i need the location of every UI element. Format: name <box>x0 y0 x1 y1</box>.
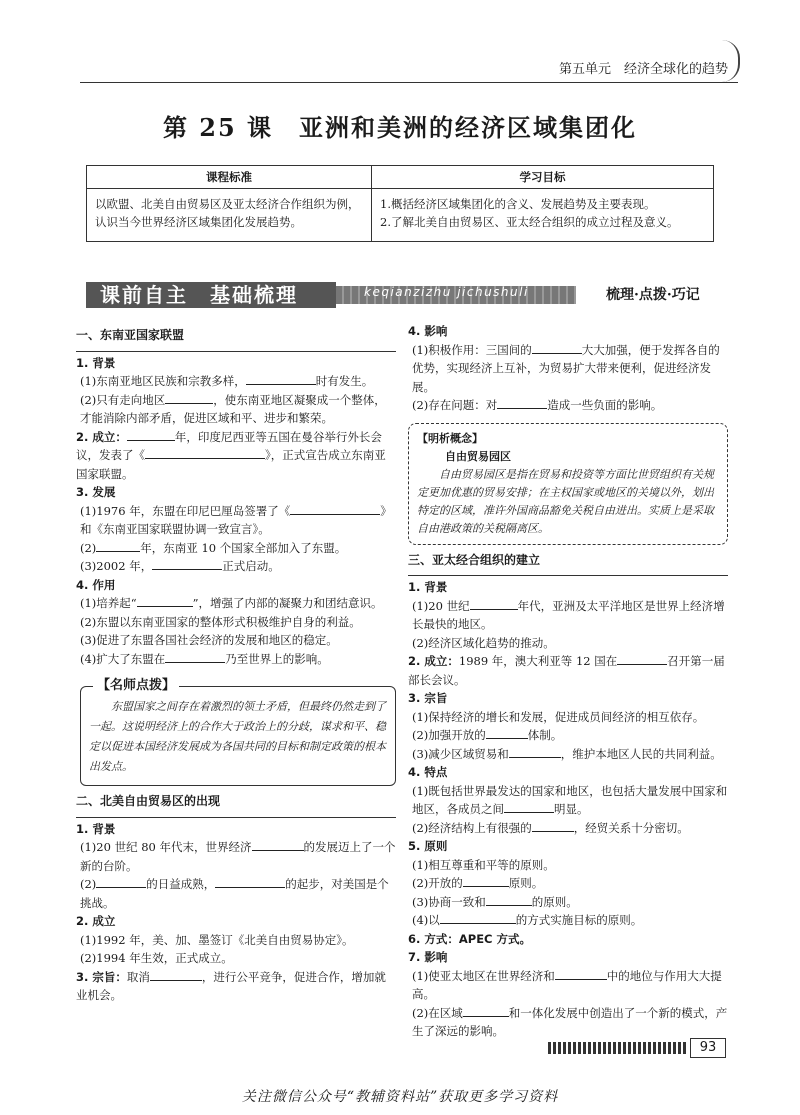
section-rule <box>76 817 396 818</box>
objectives-header: 学习目标 <box>372 166 714 189</box>
unit-header: 第五单元 经济全球化的趋势 <box>558 62 728 77</box>
heading: 1. 背景 <box>76 355 116 370</box>
text-line: 2. 成立： 年，印度尼西亚等五国在曼谷举行外长会议，发表了《 》，正式宣告成立东南亚国家联盟。 <box>76 429 386 481</box>
standards-table <box>86 165 714 242</box>
text-line: (1)使亚太地区在世界经济和 中的地位与作用大大提高。 <box>412 968 722 1001</box>
fill-blank[interactable] <box>127 428 175 441</box>
text-line: (1)既包括世界最发达的国家和地区，也包括大量发展中国家和地区，各成员之间 明显。 <box>412 783 728 816</box>
text-line: (1)保持经济的增长和发展，促进成员间经济的相互依存。 <box>412 709 705 724</box>
text-line: (3)促进了东盟各国社会经济的发展和地区的稳定。 <box>80 633 338 647</box>
heading: 1. 背景 <box>408 580 448 594</box>
text-line: (1)20 世纪 80 年代末，世界经济 的发展迈上了一个新的台阶。 <box>80 840 396 873</box>
section-rule <box>76 351 396 352</box>
concept-text: 自由贸易园区是指在贸易和投资等方面比世贸组织有关规定更加优惠的贸易安排；在主权国家或地区的关境以外，划出特定的区域，准许外国商品豁免关税自由进出。实质上是采取自由港政策的关税隔离区。 <box>417 467 714 535</box>
fill-blank[interactable] <box>497 396 547 409</box>
page-stripe <box>548 1042 688 1054</box>
text-line: (1)东南亚地区民族和宗教多样， 时有发生。 <box>80 374 374 388</box>
heading: 7. 影响 <box>408 950 448 964</box>
heading: 3. 发展 <box>76 485 116 499</box>
text-line: (2)开放的 原则。 <box>412 876 544 890</box>
banner-pinyin: keqianzizhu jichushuli <box>364 285 529 299</box>
fill-blank[interactable] <box>440 911 516 924</box>
fill-blank[interactable] <box>152 557 222 570</box>
fill-blank[interactable] <box>145 446 265 459</box>
page-number: 93 <box>690 1038 726 1058</box>
fill-blank[interactable] <box>290 502 380 515</box>
text-line: (1)1992 年，美、加、墨签订《北美自由贸易协定》。 <box>80 932 354 947</box>
text-line: (3)协商一致和 的原则。 <box>412 894 578 909</box>
heading: 2. 成立 <box>76 914 116 928</box>
fill-blank[interactable] <box>504 800 554 813</box>
fill-blank[interactable] <box>137 594 193 607</box>
text-line: (3)减少区域贸易和 ，维护本地区人民的共同利益。 <box>412 746 722 761</box>
section-rule <box>408 575 728 576</box>
text-line: (2)东盟以东南亚国家的整体形式积极维护自身的利益。 <box>80 614 361 629</box>
objectives-cell <box>372 189 714 242</box>
standards-header: 课程标准 <box>87 166 372 189</box>
text-line: (2)只有走向地区 ，使东南亚地区凝聚成一个整体，才能消除内部矛盾，促进区域和平、进步和繁荣。 <box>80 392 386 425</box>
fill-blank[interactable] <box>150 968 202 981</box>
text-line: (4)以 的方式实施目标的原则。 <box>412 913 643 927</box>
heading: 5. 原则 <box>408 839 448 853</box>
text-line: (2)经济区域化趋势的推动。 <box>412 635 555 650</box>
text-line: (1)培养起“ ”，增强了内部的凝聚力和团结意识。 <box>80 596 383 610</box>
concept-title: 自由贸易园区 <box>445 449 511 463</box>
text-line: (2)在区域 和一体化发展中创造出了一个新的模式，产生了深远的影响。 <box>412 1005 728 1038</box>
fill-blank[interactable] <box>165 650 225 663</box>
text-line: 2. 成立：1989 年，澳大利亚等 12 国在 召开第一届部长会议。 <box>408 654 725 687</box>
concept-label: 【明析概念】 <box>417 431 483 445</box>
heading: 1. 背景 <box>76 821 116 836</box>
standards-text: 以欧盟、北美自由贸易区及亚太经济合作组织为例，认识当今世界经济区域集团化发展趋势。 <box>87 189 372 242</box>
heading: 6. 方式：APEC 方式。 <box>408 931 532 946</box>
left-column <box>76 322 396 1005</box>
banner-title: 课前自主 基础梳理 <box>86 282 336 308</box>
text-line: (4)扩大了东盟在 乃至世界上的影响。 <box>80 651 329 666</box>
fill-blank[interactable] <box>617 652 667 665</box>
text-line: (3)2002 年， 正式启动。 <box>80 559 280 573</box>
section-2-title: 二、北美自由贸易区的出现 <box>76 794 221 808</box>
section-banner <box>86 282 714 308</box>
concept-box <box>408 423 728 545</box>
lesson-title: 第 25 课 亚洲和美洲的经济区域集团化 <box>162 113 638 142</box>
text-line: (2)加强开放的 体制。 <box>412 728 563 742</box>
text-line: (2) 的日益成熟， 的起步，对美国是个挑战。 <box>80 877 389 910</box>
fill-blank[interactable] <box>96 875 146 888</box>
fill-blank[interactable] <box>486 893 532 906</box>
fill-blank[interactable] <box>215 875 285 888</box>
teacher-tip-text: 东盟国家之间存在着激烈的领土矛盾，但最终仍然走到了一起。这说明经济上的合作大于政治上的分歧，谋求和平、稳定以促进本国经济发展成为各国共同的目标和制定政策的根本出发点。 <box>89 700 386 773</box>
text-line: (2)1994 年生效，正式成立。 <box>80 951 233 965</box>
text-line: (1)积极作用：三国间的 大大加强，便于发挥各自的优势，实现经济上互补，为贸易扩大带来便利，促进经济发展。 <box>412 342 720 394</box>
fill-blank[interactable] <box>246 372 316 385</box>
heading: 3. 宗旨 <box>408 691 448 705</box>
section-3-title: 三、亚太经合组织的建立 <box>408 552 541 567</box>
fill-blank[interactable] <box>470 597 518 610</box>
heading: 4. 特点 <box>408 765 448 779</box>
text-line: (1)相互尊重和平等的原则。 <box>412 857 555 872</box>
footer-note: 关注微信公众号“教辅资料站”获取更多学习资料 <box>241 1089 559 1105</box>
right-column <box>408 322 728 1041</box>
heading: 4. 作用 <box>76 577 116 592</box>
text-line: 3. 宗旨：取消 ，进行公平竞争，促进合作，增加就业机会。 <box>76 969 386 1002</box>
text-line: (1)20 世纪 年代，亚洲及太平洋地区是世界上经济增长最快的地区。 <box>412 598 725 631</box>
heading: 4. 影响 <box>408 324 448 338</box>
teacher-tip-label: 【名师点拨】 <box>93 676 179 696</box>
section-1-title: 一、东南亚国家联盟 <box>76 328 185 342</box>
header-rule <box>80 82 738 83</box>
fill-blank[interactable] <box>532 341 582 354</box>
objective-1: 1.概括经济区域集团化的含义、发展趋势及主要表现。 <box>380 197 656 211</box>
teacher-tip-box <box>80 678 396 786</box>
text-line: (2)存在问题：对 造成一些负面的影响。 <box>412 398 663 412</box>
fill-blank[interactable] <box>165 391 213 404</box>
banner-tagline: 梳理·点拨·巧记 <box>606 287 700 303</box>
fill-blank[interactable] <box>532 819 574 832</box>
fill-blank[interactable] <box>486 726 528 739</box>
text-line: (2) 年，东南亚 10 个国家全部加入了东盟。 <box>80 540 347 555</box>
fill-blank[interactable] <box>463 1004 509 1017</box>
fill-blank[interactable] <box>252 838 304 851</box>
fill-blank[interactable] <box>463 874 509 887</box>
page-number-box <box>548 1038 728 1056</box>
text-line: (2)经济结构上有很强的 ，经贸关系十分密切。 <box>412 820 689 835</box>
text-line: (1)1976 年，东盟在印尼巴厘岛签署了《 》和《东南亚国家联盟协调一致宣言》。 <box>80 503 392 536</box>
fill-blank[interactable] <box>509 745 561 758</box>
fill-blank[interactable] <box>555 967 607 980</box>
objective-2: 2.了解北美自由贸易区、亚太经合组织的成立过程及意义。 <box>380 215 679 229</box>
fill-blank[interactable] <box>96 539 140 552</box>
